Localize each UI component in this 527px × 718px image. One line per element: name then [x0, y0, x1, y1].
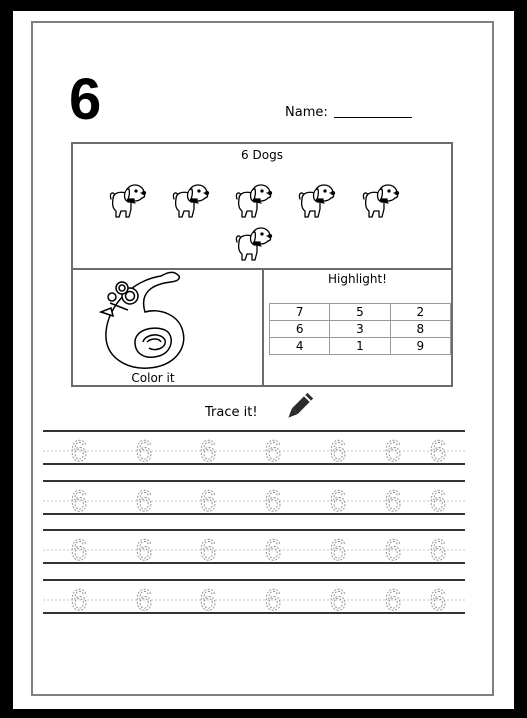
- trace-glyph: 6: [199, 435, 217, 468]
- trace-glyph: 6: [264, 584, 282, 617]
- name-label: Name:: [285, 105, 328, 120]
- trace-glyph: 6: [384, 435, 402, 468]
- highlight-cell[interactable]: 8: [390, 321, 450, 338]
- highlight-cell[interactable]: 4: [270, 338, 330, 355]
- worksheet-page: [13, 11, 514, 709]
- tracing-area[interactable]: [13, 11, 514, 709]
- trace-glyph: 6: [70, 485, 88, 518]
- trace-glyph: 6: [429, 435, 447, 468]
- trace-glyph: 6: [70, 534, 88, 567]
- trace-glyph: 6: [429, 584, 447, 617]
- trace-glyph: 6: [264, 485, 282, 518]
- trace-glyph: 6: [329, 435, 347, 468]
- dogs-title: 6 Dogs: [241, 148, 283, 162]
- trace-glyph: 6: [135, 534, 153, 567]
- trace-glyph: 6: [429, 485, 447, 518]
- trace-row[interactable]: [43, 530, 465, 567]
- trace-glyph: 6: [329, 485, 347, 518]
- trace-glyph: 6: [135, 485, 153, 518]
- highlight-cell[interactable]: 7: [270, 304, 330, 321]
- trace-glyph: 6: [329, 534, 347, 567]
- trace-row[interactable]: [43, 481, 465, 518]
- trace-glyph: 6: [384, 485, 402, 518]
- trace-glyph: 6: [135, 435, 153, 468]
- highlight-cell[interactable]: 3: [330, 321, 390, 338]
- highlight-cell[interactable]: 2: [390, 304, 450, 321]
- trace-glyph: 6: [199, 485, 217, 518]
- highlight-cell[interactable]: 5: [330, 304, 390, 321]
- trace-glyph: 6: [264, 435, 282, 468]
- trace-row[interactable]: [43, 431, 465, 468]
- trace-glyph: 6: [264, 534, 282, 567]
- trace-glyph: 6: [384, 584, 402, 617]
- highlight-title: Highlight!: [328, 272, 387, 286]
- trace-glyph: 6: [199, 584, 217, 617]
- highlight-cell[interactable]: 9: [390, 338, 450, 355]
- trace-title: Trace it!: [205, 405, 258, 420]
- trace-row[interactable]: [43, 580, 465, 617]
- trace-glyph: 6: [329, 584, 347, 617]
- trace-glyph: 6: [70, 584, 88, 617]
- worksheet-number: 6: [69, 67, 102, 132]
- color-it-label: Color it: [131, 371, 175, 385]
- highlight-cell[interactable]: 6: [270, 321, 330, 338]
- trace-glyph: 6: [429, 534, 447, 567]
- trace-glyph: 6: [199, 534, 217, 567]
- trace-glyph: 6: [384, 534, 402, 567]
- trace-glyph: 6: [70, 435, 88, 468]
- highlight-cell[interactable]: 1: [330, 338, 390, 355]
- trace-glyph: 6: [135, 584, 153, 617]
